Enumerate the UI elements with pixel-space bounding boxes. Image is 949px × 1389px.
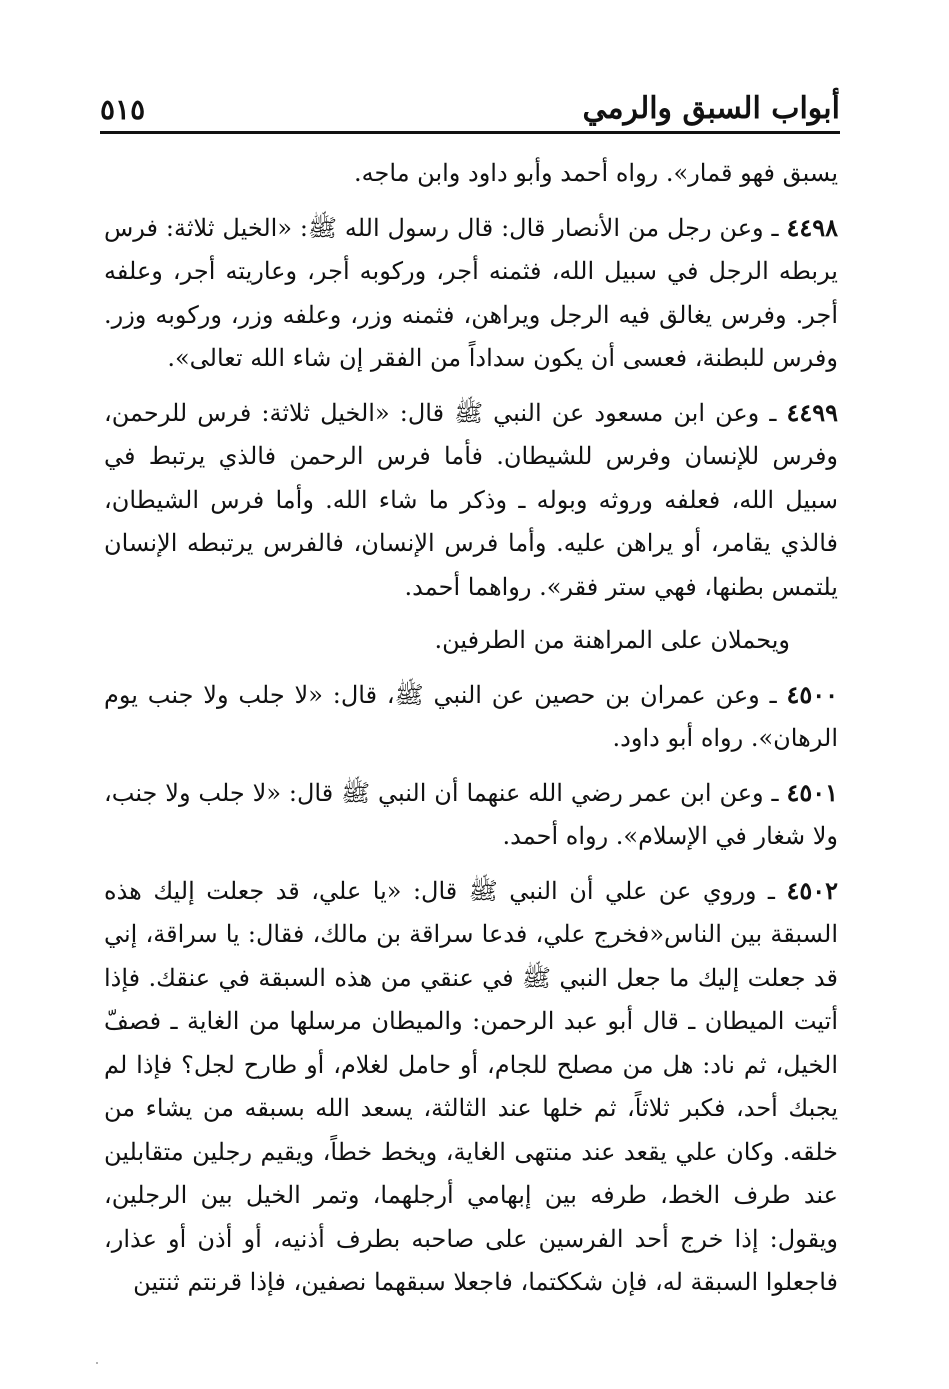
hadith-number: ٤٥٠٠ bbox=[786, 679, 838, 709]
note-text: ويحملان على المراهنة من الطرفين. bbox=[434, 626, 790, 654]
scan-speck bbox=[96, 1362, 98, 1364]
paragraph-text: يسبق فهو قمار». رواه أحمد وأبو داود وابن ماجه. bbox=[354, 159, 838, 187]
running-title: أبواب السبق والرمي bbox=[582, 91, 840, 126]
header-rule bbox=[100, 131, 840, 134]
page-header bbox=[100, 84, 840, 128]
hadith-4501 bbox=[104, 771, 838, 859]
hadith-4502 bbox=[104, 869, 838, 1305]
page-body bbox=[104, 152, 838, 1315]
hadith-4499 bbox=[104, 391, 838, 610]
hadith-4498 bbox=[104, 206, 838, 381]
hadith-text: ـ وعن رجل من الأنصار قال: قال رسول الله ﷺ: «الخيل ثلاثة: فرس يربطه الرجل في سبيل الله، فثمنه أجر، وركوبه أجر، وعاريته أجر، وعلفه أجر. وفرس يغالق فيه الرجل ويراهن، فثمنه وزر، وعلفه وزر، وركوبه وزر. وفرس للبطنة، فعسى أن يكون سداداً من الفقر إن شاء الله تعالى». bbox=[104, 213, 838, 372]
hadith-text: ـ وعن ابن عمر رضي الله عنهما أن النبي ﷺ قال: «لا جلب ولا جنب، ولا شغار في الإسلام». رواه أحمد. bbox=[104, 778, 838, 850]
hadith-number: ٤٤٩٨ bbox=[786, 212, 838, 242]
hadith-text: ـ وعن عمران بن حصين عن النبي ﷺ، قال: «لا جلب ولا جنب يوم الرهان». رواه أبو داود. bbox=[104, 680, 838, 752]
page-number: ٥١٥ bbox=[100, 93, 146, 126]
hadith-number: ٤٤٩٩ bbox=[786, 397, 838, 427]
hadith-number: ٤٥٠٢ bbox=[786, 875, 838, 905]
hadith-number: ٤٥٠١ bbox=[786, 777, 838, 807]
hadith-4500 bbox=[104, 673, 838, 761]
hadith-text: ـ وعن ابن مسعود عن النبي ﷺ قال: «الخيل ثلاثة: فرس للرحمن، وفرس للإنسان وفرس للشيطان. فأما فرس الرحمن فالذي يرتبط في سبيل الله، فعلفه وروثه وبوله ـ وذكر ما شاء الله. وأما فرس الشيطان، فالذي يقامر، أو يراهن عليه. وأما فرس الإنسان، فالفرس يرتبطه الإنسان يلتمس بطنها، فهي ستر فقر». رواهما أحمد. bbox=[104, 398, 838, 601]
paragraph-continuation bbox=[104, 152, 838, 196]
hadith-text: ـ وروي عن علي أن النبي ﷺ قال: «يا علي، قد جعلت إليك هذه السبقة بين الناس«فخرج علي، فدعا سراقة بن مالك، فقال: يا سراقة، إني قد جعلت إليك ما جعل النبي ﷺ في عنقي من هذه السبقة في عنقك. فإذا أتيت الميطان ـ قال أبو عبد الرحمن: والميطان مرسلها من الغاية ـ فصفّ الخيل، ثم ناد: هل من مصلح للجام، أو حامل لغلام، أو طارح لجل؟ فإذا لم يجبك أحد، فكبر ثلاثاً، ثم خلها عند الثالثة، يسعد الله بسبقه من يشاء من خلقه. وكان علي يقعد عند منتهى الغاية، ويخط خطاً، ويقيم رجلين متقابلين عند طرف الخط، طرفه بين إبهامي أرجلهما، وتمر الخيل بين الرجلين، ويقول: إذا خرج أحد الفرسين على صاحبه بطرف أذنيه، أو أذن أو عذار، فاجعلوا السبقة له، فإن شككتما، فاجعلا سبقهما نصفين، فإذا قرنتم ثنتين bbox=[104, 876, 838, 1296]
author-note bbox=[104, 619, 838, 663]
